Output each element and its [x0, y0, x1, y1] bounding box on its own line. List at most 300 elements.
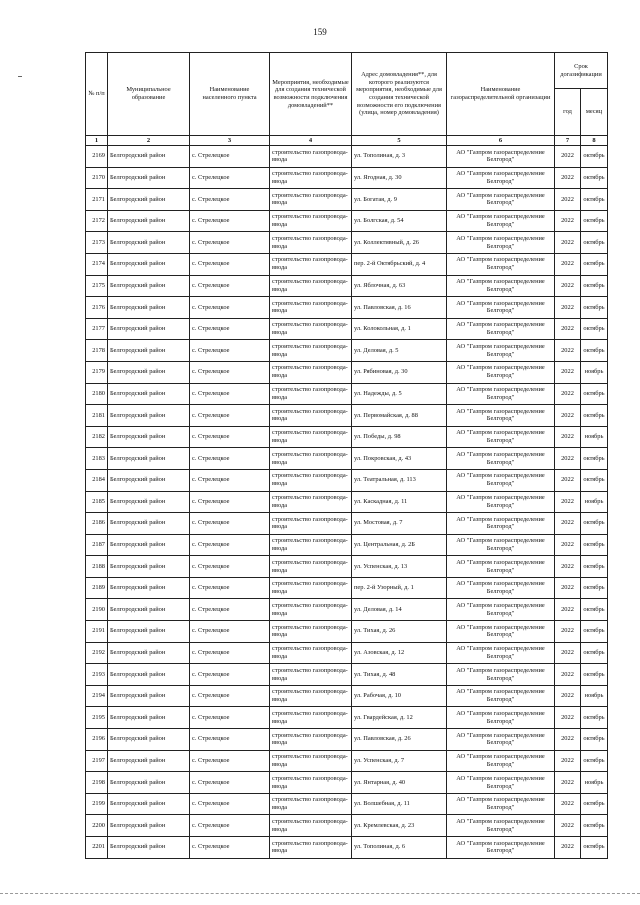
row-organization: АО "Газпром газораспределение Белгород" — [447, 491, 555, 513]
row-month: октябрь — [581, 167, 608, 189]
row-year: 2022 — [555, 469, 581, 491]
row-measure: строительство газопровода-ввода — [270, 685, 352, 707]
row-year: 2022 — [555, 210, 581, 232]
row-measure: строительство газопровода-ввода — [270, 146, 352, 168]
table-row — [86, 685, 608, 707]
row-municipality: Белгородский район — [108, 232, 190, 254]
row-measure: строительство газопровода-ввода — [270, 599, 352, 621]
row-settlement: с. Стрелецкое — [190, 534, 270, 556]
row-settlement: с. Стрелецкое — [190, 297, 270, 319]
row-measure: строительство газопровода-ввода — [270, 772, 352, 794]
row-municipality: Белгородский район — [108, 448, 190, 470]
row-number: 2188 — [86, 556, 108, 578]
row-month: ноябрь — [581, 491, 608, 513]
row-measure: строительство газопровода-ввода — [270, 275, 352, 297]
row-measure: строительство газопровода-ввода — [270, 448, 352, 470]
row-settlement: с. Стрелецкое — [190, 189, 270, 211]
row-municipality: Белгородский район — [108, 577, 190, 599]
row-settlement: с. Стрелецкое — [190, 707, 270, 729]
row-month: октябрь — [581, 405, 608, 427]
row-municipality: Белгородский район — [108, 146, 190, 168]
row-settlement: с. Стрелецкое — [190, 361, 270, 383]
header-measures: Мероприятия, необходимые для создания технической возможности подключения домовладений** — [270, 53, 352, 136]
table-row — [86, 577, 608, 599]
row-month: октябрь — [581, 621, 608, 643]
row-number: 2197 — [86, 750, 108, 772]
row-number: 2178 — [86, 340, 108, 362]
row-address: ул. Центральная, д. 2Б — [352, 534, 447, 556]
row-settlement: с. Стрелецкое — [190, 793, 270, 815]
row-number: 2187 — [86, 534, 108, 556]
row-address: ул. Волшебная, д. 11 — [352, 793, 447, 815]
row-municipality: Белгородский район — [108, 340, 190, 362]
row-year: 2022 — [555, 599, 581, 621]
row-year: 2022 — [555, 729, 581, 751]
row-organization: АО "Газпром газораспределение Белгород" — [447, 426, 555, 448]
row-number: 2173 — [86, 232, 108, 254]
row-number: 2179 — [86, 361, 108, 383]
row-municipality: Белгородский район — [108, 815, 190, 837]
row-address: ул. Тополиная, д. 6 — [352, 837, 447, 859]
column-number-cell: 4 — [270, 136, 352, 146]
row-month: октябрь — [581, 318, 608, 340]
row-year: 2022 — [555, 685, 581, 707]
table-row — [86, 383, 608, 405]
row-organization: АО "Газпром газораспределение Белгород" — [447, 210, 555, 232]
row-address: ул. Деловая, д. 14 — [352, 599, 447, 621]
row-address: ул. Каскадная, д. 11 — [352, 491, 447, 513]
row-municipality: Белгородский район — [108, 167, 190, 189]
row-month: октябрь — [581, 750, 608, 772]
row-year: 2022 — [555, 642, 581, 664]
row-municipality: Белгородский район — [108, 642, 190, 664]
row-address: пер. 2-й Октябрьский, д. 4 — [352, 253, 447, 275]
table-row — [86, 621, 608, 643]
row-measure: строительство газопровода-ввода — [270, 297, 352, 319]
row-measure: строительство газопровода-ввода — [270, 189, 352, 211]
table-row — [86, 448, 608, 470]
row-year: 2022 — [555, 167, 581, 189]
row-municipality: Белгородский район — [108, 491, 190, 513]
table-row — [86, 491, 608, 513]
row-settlement: с. Стрелецкое — [190, 318, 270, 340]
header-month: месяц — [581, 89, 608, 136]
page-number: 159 — [313, 27, 327, 37]
row-address: ул. Мостовая, д. 7 — [352, 513, 447, 535]
row-settlement: с. Стрелецкое — [190, 837, 270, 859]
row-settlement: с. Стрелецкое — [190, 383, 270, 405]
table-row — [86, 210, 608, 232]
header-organization: Наименование газораспределительной организации — [447, 53, 555, 136]
row-measure: строительство газопровода-ввода — [270, 621, 352, 643]
row-year: 2022 — [555, 793, 581, 815]
row-municipality: Белгородский район — [108, 361, 190, 383]
row-measure: строительство газопровода-ввода — [270, 232, 352, 254]
row-month: октябрь — [581, 599, 608, 621]
row-measure: строительство газопровода-ввода — [270, 815, 352, 837]
row-settlement: с. Стрелецкое — [190, 167, 270, 189]
row-month: ноябрь — [581, 772, 608, 794]
table-row — [86, 599, 608, 621]
row-measure: строительство газопровода-ввода — [270, 361, 352, 383]
row-settlement: с. Стрелецкое — [190, 426, 270, 448]
row-organization: АО "Газпром газораспределение Белгород" — [447, 599, 555, 621]
row-month: ноябрь — [581, 685, 608, 707]
row-municipality: Белгородский район — [108, 750, 190, 772]
row-settlement: с. Стрелецкое — [190, 642, 270, 664]
row-settlement: с. Стрелецкое — [190, 448, 270, 470]
row-municipality: Белгородский район — [108, 318, 190, 340]
table-row — [86, 707, 608, 729]
row-municipality: Белгородский район — [108, 426, 190, 448]
column-number-cell: 6 — [447, 136, 555, 146]
row-number: 2200 — [86, 815, 108, 837]
row-month: октябрь — [581, 146, 608, 168]
row-organization: АО "Газпром газораспределение Белгород" — [447, 383, 555, 405]
row-organization: АО "Газпром газораспределение Белгород" — [447, 513, 555, 535]
table-row — [86, 513, 608, 535]
header-num: № п/п — [86, 53, 108, 136]
row-address: ул. Ягодная, д. 30 — [352, 167, 447, 189]
row-year: 2022 — [555, 491, 581, 513]
row-year: 2022 — [555, 837, 581, 859]
row-address: ул. Рябиновая, д. 30 — [352, 361, 447, 383]
row-month: ноябрь — [581, 426, 608, 448]
table-header — [86, 53, 608, 146]
row-municipality: Белгородский район — [108, 599, 190, 621]
row-month: октябрь — [581, 469, 608, 491]
row-organization: АО "Газпром газораспределение Белгород" — [447, 621, 555, 643]
row-municipality: Белгородский район — [108, 685, 190, 707]
row-number: 2174 — [86, 253, 108, 275]
row-month: октябрь — [581, 729, 608, 751]
row-number: 2171 — [86, 189, 108, 211]
row-organization: АО "Газпром газораспределение Белгород" — [447, 837, 555, 859]
header-year: год — [555, 89, 581, 136]
row-number: 2169 — [86, 146, 108, 168]
row-number: 2199 — [86, 793, 108, 815]
column-number-cell: 5 — [352, 136, 447, 146]
row-address: ул. Театральная, д. 113 — [352, 469, 447, 491]
row-year: 2022 — [555, 318, 581, 340]
row-year: 2022 — [555, 146, 581, 168]
table-row — [86, 772, 608, 794]
row-year: 2022 — [555, 772, 581, 794]
row-measure: строительство газопровода-ввода — [270, 469, 352, 491]
row-settlement: с. Стрелецкое — [190, 664, 270, 686]
row-measure: строительство газопровода-ввода — [270, 405, 352, 427]
row-municipality: Белгородский район — [108, 837, 190, 859]
row-measure: строительство газопровода-ввода — [270, 513, 352, 535]
row-organization: АО "Газпром газораспределение Белгород" — [447, 146, 555, 168]
margin-mark — [18, 76, 22, 77]
row-municipality: Белгородский район — [108, 793, 190, 815]
row-organization: АО "Газпром газораспределение Белгород" — [447, 772, 555, 794]
row-organization: АО "Газпром газораспределение Белгород" — [447, 534, 555, 556]
row-measure: строительство газопровода-ввода — [270, 837, 352, 859]
row-settlement: с. Стрелецкое — [190, 340, 270, 362]
table-body — [86, 146, 608, 859]
row-address: ул. Покровская, д. 43 — [352, 448, 447, 470]
row-municipality: Белгородский район — [108, 297, 190, 319]
row-measure: строительство газопровода-ввода — [270, 664, 352, 686]
row-month: октябрь — [581, 707, 608, 729]
scan-edge-line — [0, 893, 640, 895]
column-number-cell: 2 — [108, 136, 190, 146]
table-row — [86, 556, 608, 578]
row-measure: строительство газопровода-ввода — [270, 383, 352, 405]
row-measure: строительство газопровода-ввода — [270, 750, 352, 772]
row-address: ул. Азовская, д. 12 — [352, 642, 447, 664]
row-address: ул. Богатая, д. 9 — [352, 189, 447, 211]
table-row — [86, 405, 608, 427]
table-row — [86, 275, 608, 297]
row-year: 2022 — [555, 577, 581, 599]
row-organization: АО "Газпром газораспределение Белгород" — [447, 167, 555, 189]
row-year: 2022 — [555, 750, 581, 772]
row-address: ул. Коллективный, д. 26 — [352, 232, 447, 254]
row-number: 2176 — [86, 297, 108, 319]
table-row — [86, 297, 608, 319]
row-settlement: с. Стрелецкое — [190, 146, 270, 168]
table-row — [86, 253, 608, 275]
row-number: 2170 — [86, 167, 108, 189]
row-measure: строительство газопровода-ввода — [270, 167, 352, 189]
row-measure: строительство газопровода-ввода — [270, 426, 352, 448]
row-settlement: с. Стрелецкое — [190, 577, 270, 599]
row-month: октябрь — [581, 340, 608, 362]
row-organization: АО "Газпром газораспределение Белгород" — [447, 232, 555, 254]
row-month: октябрь — [581, 664, 608, 686]
row-settlement: с. Стрелецкое — [190, 729, 270, 751]
row-address: ул. Болгская, д. 54 — [352, 210, 447, 232]
row-address: ул. Павловская, д. 16 — [352, 297, 447, 319]
row-settlement: с. Стрелецкое — [190, 210, 270, 232]
header-municipality: Муниципальное образование — [108, 53, 190, 136]
row-organization: АО "Газпром газораспределение Белгород" — [447, 340, 555, 362]
row-address: ул. Колокольная, д. 1 — [352, 318, 447, 340]
table-row — [86, 729, 608, 751]
row-organization: АО "Газпром газораспределение Белгород" — [447, 642, 555, 664]
row-year: 2022 — [555, 448, 581, 470]
row-organization: АО "Газпром газораспределение Белгород" — [447, 297, 555, 319]
table-row — [86, 664, 608, 686]
row-address: пер. 2-й Узорный, д. 1 — [352, 577, 447, 599]
row-year: 2022 — [555, 340, 581, 362]
row-number: 2172 — [86, 210, 108, 232]
row-organization: АО "Газпром газораспределение Белгород" — [447, 253, 555, 275]
row-year: 2022 — [555, 297, 581, 319]
row-year: 2022 — [555, 253, 581, 275]
column-number-cell: 8 — [581, 136, 608, 146]
row-municipality: Белгородский район — [108, 189, 190, 211]
row-organization: АО "Газпром газораспределение Белгород" — [447, 318, 555, 340]
row-year: 2022 — [555, 513, 581, 535]
row-settlement: с. Стрелецкое — [190, 253, 270, 275]
row-number: 2181 — [86, 405, 108, 427]
row-municipality: Белгородский район — [108, 534, 190, 556]
row-year: 2022 — [555, 275, 581, 297]
row-number: 2184 — [86, 469, 108, 491]
row-address: ул. Гвардейская, д. 12 — [352, 707, 447, 729]
row-month: октябрь — [581, 232, 608, 254]
row-address: ул. Тихая, д. 26 — [352, 621, 447, 643]
row-organization: АО "Газпром газораспределение Белгород" — [447, 189, 555, 211]
row-municipality: Белгородский район — [108, 707, 190, 729]
row-measure: строительство газопровода-ввода — [270, 318, 352, 340]
row-municipality: Белгородский район — [108, 253, 190, 275]
row-year: 2022 — [555, 405, 581, 427]
table-row — [86, 815, 608, 837]
row-municipality: Белгородский район — [108, 664, 190, 686]
row-organization: АО "Газпром газораспределение Белгород" — [447, 750, 555, 772]
row-address: ул. Успенская, д. 13 — [352, 556, 447, 578]
row-settlement: с. Стрелецкое — [190, 599, 270, 621]
row-address: ул. Надежды, д. 5 — [352, 383, 447, 405]
row-number: 2183 — [86, 448, 108, 470]
row-month: ноябрь — [581, 361, 608, 383]
row-organization: АО "Газпром газораспределение Белгород" — [447, 469, 555, 491]
row-number: 2189 — [86, 577, 108, 599]
row-measure: строительство газопровода-ввода — [270, 491, 352, 513]
table-row — [86, 361, 608, 383]
row-month: октябрь — [581, 297, 608, 319]
row-year: 2022 — [555, 664, 581, 686]
row-address: ул. Первомайская, д. 88 — [352, 405, 447, 427]
row-organization: АО "Газпром газораспределение Белгород" — [447, 685, 555, 707]
gasification-table — [85, 52, 608, 859]
row-measure: строительство газопровода-ввода — [270, 707, 352, 729]
row-measure: строительство газопровода-ввода — [270, 577, 352, 599]
row-settlement: с. Стрелецкое — [190, 750, 270, 772]
row-number: 2182 — [86, 426, 108, 448]
header-settlement: Наименование населенного пункта — [190, 53, 270, 136]
row-settlement: с. Стрелецкое — [190, 685, 270, 707]
row-number: 2198 — [86, 772, 108, 794]
row-number: 2180 — [86, 383, 108, 405]
table-row — [86, 750, 608, 772]
row-settlement: с. Стрелецкое — [190, 275, 270, 297]
row-measure: строительство газопровода-ввода — [270, 210, 352, 232]
row-number: 2175 — [86, 275, 108, 297]
row-municipality: Белгородский район — [108, 210, 190, 232]
row-settlement: с. Стрелецкое — [190, 405, 270, 427]
row-month: октябрь — [581, 556, 608, 578]
row-month: октябрь — [581, 448, 608, 470]
row-month: октябрь — [581, 837, 608, 859]
row-address: ул. Яблочная, д. 63 — [352, 275, 447, 297]
row-number: 2194 — [86, 685, 108, 707]
column-number-cell: 1 — [86, 136, 108, 146]
table-row — [86, 534, 608, 556]
row-address: ул. Тополиная, д. 3 — [352, 146, 447, 168]
row-organization: АО "Газпром газораспределение Белгород" — [447, 707, 555, 729]
table-row — [86, 318, 608, 340]
row-municipality: Белгородский район — [108, 275, 190, 297]
table-row — [86, 146, 608, 168]
row-municipality: Белгородский район — [108, 469, 190, 491]
row-organization: АО "Газпром газораспределение Белгород" — [447, 577, 555, 599]
row-organization: АО "Газпром газораспределение Белгород" — [447, 556, 555, 578]
header-address: Адрес домовладения**, для которого реализуются мероприятия, необходимые для создания технической возможности его подключения (улица, номер домовладения) — [352, 53, 447, 136]
row-number: 2190 — [86, 599, 108, 621]
row-number: 2195 — [86, 707, 108, 729]
row-number: 2201 — [86, 837, 108, 859]
row-organization: АО "Газпром газораспределение Белгород" — [447, 275, 555, 297]
row-number: 2196 — [86, 729, 108, 751]
row-settlement: с. Стрелецкое — [190, 772, 270, 794]
row-year: 2022 — [555, 426, 581, 448]
row-settlement: с. Стрелецкое — [190, 513, 270, 535]
column-number-cell: 3 — [190, 136, 270, 146]
row-address: ул. Павловская, д. 26 — [352, 729, 447, 751]
row-municipality: Белгородский район — [108, 513, 190, 535]
row-number: 2191 — [86, 621, 108, 643]
row-address: ул. Рабочая, д. 10 — [352, 685, 447, 707]
row-address: ул. Янтарная, д. 40 — [352, 772, 447, 794]
row-number: 2177 — [86, 318, 108, 340]
row-year: 2022 — [555, 383, 581, 405]
row-year: 2022 — [555, 815, 581, 837]
row-organization: АО "Газпром газораспределение Белгород" — [447, 729, 555, 751]
row-municipality: Белгородский район — [108, 621, 190, 643]
row-month: октябрь — [581, 577, 608, 599]
row-year: 2022 — [555, 556, 581, 578]
table-row — [86, 837, 608, 859]
row-address: ул. Деловая, д. 5 — [352, 340, 447, 362]
row-month: октябрь — [581, 534, 608, 556]
row-year: 2022 — [555, 361, 581, 383]
row-year: 2022 — [555, 534, 581, 556]
row-month: октябрь — [581, 253, 608, 275]
column-numbers-row — [86, 136, 608, 146]
row-year: 2022 — [555, 621, 581, 643]
row-month: октябрь — [581, 642, 608, 664]
row-month: октябрь — [581, 513, 608, 535]
row-measure: строительство газопровода-ввода — [270, 642, 352, 664]
row-settlement: с. Стрелецкое — [190, 491, 270, 513]
row-measure: строительство газопровода-ввода — [270, 729, 352, 751]
row-address: ул. Победы, д. 98 — [352, 426, 447, 448]
row-settlement: с. Стрелецкое — [190, 621, 270, 643]
header-deadline: Срок догазификации — [555, 53, 608, 89]
row-organization: АО "Газпром газораспределение Белгород" — [447, 405, 555, 427]
row-measure: строительство газопровода-ввода — [270, 556, 352, 578]
row-measure: строительство газопровода-ввода — [270, 534, 352, 556]
table-row — [86, 167, 608, 189]
row-month: октябрь — [581, 383, 608, 405]
row-settlement: с. Стрелецкое — [190, 232, 270, 254]
row-month: октябрь — [581, 210, 608, 232]
row-municipality: Белгородский район — [108, 383, 190, 405]
table-row — [86, 426, 608, 448]
row-settlement: с. Стрелецкое — [190, 815, 270, 837]
row-month: октябрь — [581, 793, 608, 815]
row-month: октябрь — [581, 189, 608, 211]
row-address: ул. Успенская, д. 7 — [352, 750, 447, 772]
table-row — [86, 793, 608, 815]
row-measure: строительство газопровода-ввода — [270, 793, 352, 815]
row-organization: АО "Газпром газораспределение Белгород" — [447, 664, 555, 686]
column-number-cell: 7 — [555, 136, 581, 146]
row-month: октябрь — [581, 815, 608, 837]
table-row — [86, 189, 608, 211]
row-settlement: с. Стрелецкое — [190, 556, 270, 578]
row-organization: АО "Газпром газораспределение Белгород" — [447, 793, 555, 815]
row-municipality: Белгородский район — [108, 556, 190, 578]
row-organization: АО "Газпром газораспределение Белгород" — [447, 815, 555, 837]
row-municipality: Белгородский район — [108, 405, 190, 427]
